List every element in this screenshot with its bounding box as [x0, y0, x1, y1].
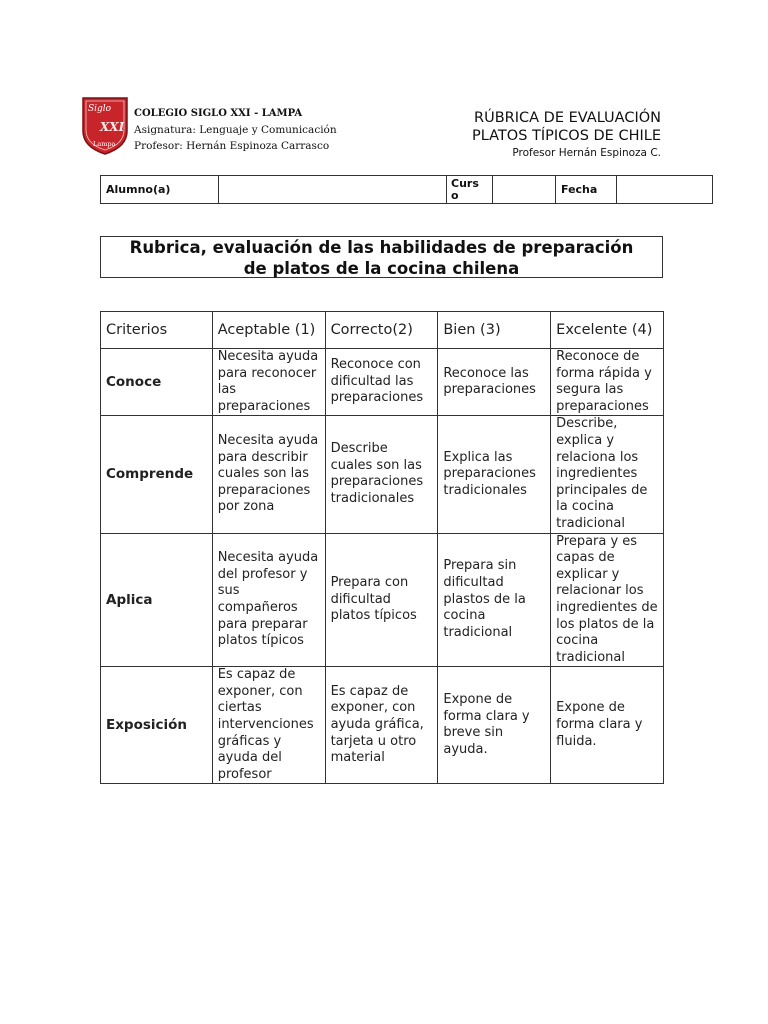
cell-conoce-correcto: Reconoce con dificultad las preparaciones	[325, 349, 438, 416]
cell-exposicion-excelente: Expone de forma clara y fluida.	[551, 667, 664, 784]
cell-comprende-aceptable: Necesita ayuda para describir cuales son las preparaciones por zona	[212, 416, 325, 533]
criterion-aplica: Aplica	[101, 533, 213, 667]
cell-conoce-excelente: Reconoce de forma rápida y segura las preparaciones	[551, 349, 664, 416]
rubric-title-line-2: de platos de la cocina chilena	[243, 259, 520, 278]
curso-label-2: o	[451, 188, 459, 202]
criterion-conoce: Conoce	[101, 349, 213, 416]
curso-label	[447, 176, 493, 204]
table-row	[101, 533, 664, 667]
school-name: COLEGIO SIGLO XXI - LAMPA	[134, 108, 303, 119]
rubric-title-line-1: Rubrica, evaluación de las habilidades de preparación	[129, 238, 634, 257]
alumno-field[interactable]	[219, 176, 447, 204]
title-line-2: PLATOS TÍPICOS DE CHILE	[471, 128, 661, 144]
curso-label-1: Curs	[451, 176, 479, 190]
school-info	[134, 106, 337, 154]
cell-comprende-excelente: Describe, explica y relaciona los ingredientes principales de la cocina tradicional	[551, 416, 664, 533]
cell-exposicion-aceptable: Es capaz de exponer, con ciertas intervenciones gráficas y ayuda del profesor	[212, 667, 325, 784]
criterion-comprende: Comprende	[101, 416, 213, 533]
cell-comprende-correcto: Describe cuales son las preparaciones tradicionales	[325, 416, 438, 533]
cell-aplica-aceptable: Necesita ayuda del profesor y sus compañeros para preparar platos típicos	[212, 533, 325, 667]
header-aceptable: Aceptable (1)	[212, 312, 325, 349]
logo-text-bottom: Lampa	[93, 140, 116, 148]
logo-text-top: Siglo	[88, 104, 112, 114]
student-info-table	[100, 175, 713, 204]
alumno-label: Alumno(a)	[101, 176, 219, 204]
rubric-header-row	[101, 312, 664, 349]
header-correcto: Correcto(2)	[325, 312, 438, 349]
cell-aplica-correcto: Prepara con dificultad platos típicos	[325, 533, 438, 667]
table-row	[101, 667, 664, 784]
rubric-title	[100, 236, 663, 278]
document-title	[472, 109, 661, 161]
cell-exposicion-bien: Expone de forma clara y breve sin ayuda.	[438, 667, 551, 784]
fecha-label: Fecha	[556, 176, 617, 204]
teacher-line: Profesor: Hernán Espinoza Carrasco	[134, 140, 330, 152]
header-bien: Bien (3)	[438, 312, 551, 349]
table-row	[101, 349, 664, 416]
cell-conoce-aceptable: Necesita ayuda para reconocer las preparaciones	[212, 349, 325, 416]
cell-aplica-bien: Prepara sin dificultad plastos de la cocina tradicional	[438, 533, 551, 667]
logo-text-mid: XXI	[100, 120, 125, 134]
cell-exposicion-correcto: Es capaz de exponer, con ayuda gráfica, tarjeta u otro material	[325, 667, 438, 784]
fecha-field[interactable]	[617, 176, 713, 204]
table-row	[101, 416, 664, 533]
criterion-exposicion: Exposición	[101, 667, 213, 784]
curso-field[interactable]	[493, 176, 556, 204]
title-line-1: RÚBRICA DE EVALUACIÓN	[474, 110, 661, 126]
cell-aplica-excelente: Prepara y es capas de explicar y relacionar los ingredientes de los platos de la cocina tradicional	[551, 533, 664, 667]
rubric-table	[100, 311, 664, 784]
header-criterios: Criterios	[101, 312, 213, 349]
header-excelente: Excelente (4)	[551, 312, 664, 349]
cell-comprende-bien: Explica las preparaciones tradicionales	[438, 416, 551, 533]
subject-line: Asignatura: Lenguaje y Comunicación	[134, 124, 337, 136]
title-teacher: Profesor Hernán Espinoza C.	[512, 147, 661, 159]
cell-conoce-bien: Reconoce las preparaciones	[438, 349, 551, 416]
school-shield-icon	[82, 97, 128, 155]
